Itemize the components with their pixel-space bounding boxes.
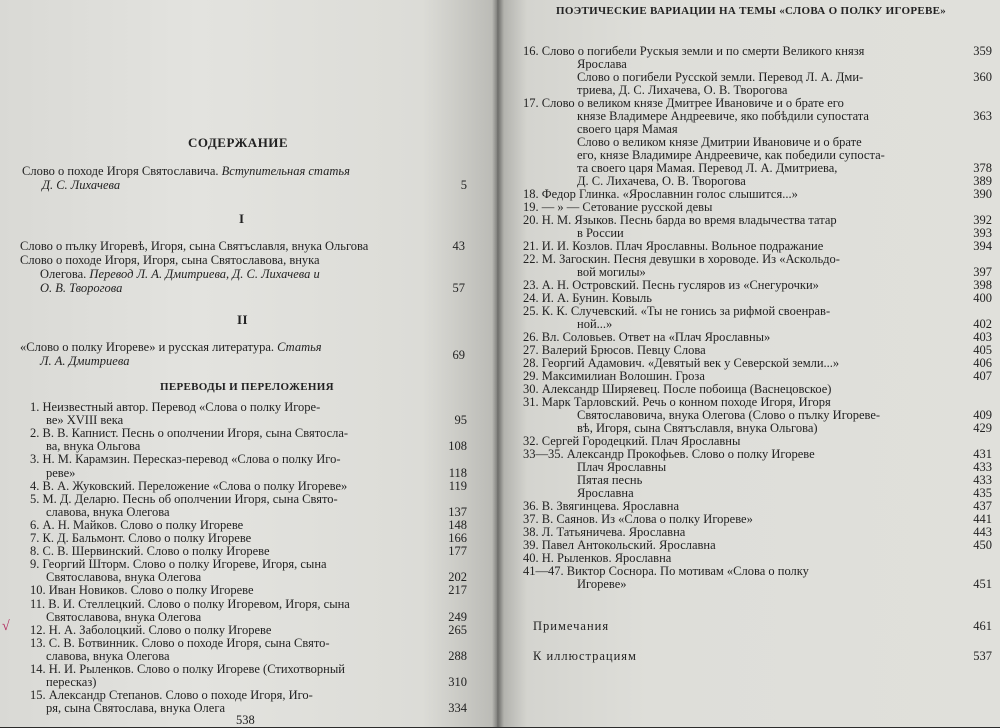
- translation-entry-line: 8. С. В. Шервинский. Слово о полку Игореве: [30, 544, 270, 559]
- variation-entry-line: 20. Н. М. Языков. Песнь барда во время владычества татар: [523, 213, 837, 227]
- translation-entry-line: ря, сына Святослава, внука Олега: [46, 701, 225, 716]
- section-1-entry-2-line-1: Слово о походе Игоря, Игоря, сына Святославова, внука: [20, 253, 320, 267]
- variation-entry-page: 451: [973, 577, 992, 591]
- translation-entry-line: 7. К. Д. Бальмонт. Слово о полку Игореве: [30, 531, 252, 545]
- variation-entry-line: его, князе Владимире Андреевиче, как победили супоста-: [577, 148, 885, 162]
- variation-entry-page: 363: [973, 109, 992, 123]
- variation-entry-line: Пятая песнь: [577, 473, 643, 487]
- poetic-variations-heading: ПОЭТИЧЕСКИЕ ВАРИАЦИИ НА ТЕМЫ «СЛОВА О ПОЛКУ ИГОРЕВЕ»: [556, 5, 947, 17]
- variation-entry-page: 400: [973, 291, 992, 305]
- illustrations-page: 537: [973, 649, 992, 663]
- variation-entry-line: Ярослава: [577, 57, 627, 71]
- variation-entry-line: своего царя Мамая: [577, 122, 678, 136]
- illustrations-label: К иллюстрациям: [533, 649, 637, 663]
- variation-entry-line: 25. К. К. Случевский. «Ты не гонись за рифмой своенрав-: [523, 304, 831, 318]
- section-1-entry-2-line-2: [40, 267, 320, 281]
- variation-entry-line: 30. Александр Ширяевец. После побоища (Васнецовское): [523, 382, 832, 396]
- translation-entry-page: 334: [448, 701, 467, 716]
- translation-entry-line: 5. М. Д. Деларю. Песнь об ополчении Игоря, сына Свято-: [30, 491, 338, 506]
- contents-heading: СОДЕРЖАНИЕ: [188, 135, 289, 150]
- variation-entry-page: 441: [973, 512, 992, 526]
- variation-entry-line: 28. Георгий Адамович. «Девятый век у Северской земли...»: [523, 356, 840, 370]
- handwritten-check-mark: √: [2, 619, 10, 634]
- variation-entry-line: в России: [577, 226, 624, 240]
- translation-entry-line: 10. Иван Новиков. Слово о полку Игореве: [30, 583, 254, 598]
- variation-entry-page: 409: [973, 408, 992, 422]
- right-page: [497, 0, 1000, 727]
- variation-entry-line: 19. — » — Сетование русской девы: [523, 200, 713, 214]
- translation-entry-page: 310: [448, 675, 467, 690]
- variation-entry-page: 429: [973, 421, 992, 435]
- section-2-title: II: [237, 312, 249, 327]
- variation-entry-page: 392: [973, 213, 992, 227]
- variation-entry-line: Плач Ярославны: [577, 460, 667, 474]
- book-gutter: [492, 0, 504, 727]
- translation-entry-page: 137: [448, 504, 467, 519]
- notes-label: Примечания: [533, 619, 610, 633]
- variation-entry-page: 360: [973, 70, 992, 84]
- translation-entry-line: 14. Н. И. Рыленков. Слово о полку Игореве (Стихотворный: [30, 662, 345, 676]
- translation-entry-page: 119: [448, 478, 467, 493]
- variation-entry-line: вѣ, Игоря, сына Святъславля, внука Ольгова): [577, 421, 818, 435]
- variation-entry-line: 38. Л. Татьяничева. Ярославна: [523, 525, 686, 539]
- variation-entry-page: 378: [973, 161, 992, 175]
- variation-entry-page: 406: [973, 356, 992, 370]
- variation-entry-line: 27. Валерий Брюсов. Певцу Слова: [523, 343, 706, 357]
- variation-entry-line: 40. Н. Рыленков. Ярославна: [523, 551, 672, 565]
- intro-subtitle: Вступительная статья: [218, 164, 350, 178]
- translation-entry-line: 4. В. А. Жуковский. Переложение «Слова о полку Игореве»: [30, 478, 348, 493]
- variation-entry-line: Святославовича, внука Олегова (Слово о пълку Игореве-: [577, 408, 881, 422]
- variation-entry-line: Слово о погибели Русской земли. Перевод Л. А. Дми-: [577, 70, 864, 84]
- translation-entry-line: ва, внука Ольгова: [46, 439, 141, 454]
- translation-entry-line: Святославова, внука Олегова: [46, 570, 202, 585]
- variation-entry-page: 398: [973, 278, 992, 292]
- section-1-entry-2-page: 57: [452, 281, 465, 295]
- translation-entry-line: пересказ): [46, 675, 97, 690]
- variation-entry-page: 407: [973, 369, 992, 383]
- variation-entry-line: 29. Максимилиан Волошин. Гроза: [523, 369, 705, 383]
- variation-entry-line: 23. А. Н. Островский. Песнь гусляров из «Снегурочки»: [523, 278, 819, 292]
- intro-line-1: [22, 164, 350, 178]
- section-1-entry-1-page: 43: [452, 239, 465, 253]
- translation-entry-page: 177: [448, 544, 467, 559]
- translation-entry-line: 2. В. В. Капнист. Песнь о ополчении Игоря, сына Святосла-: [30, 426, 349, 441]
- variation-entry-page: 437: [973, 499, 992, 513]
- variation-entry-line: 31. Марк Тарловский. Речь о конном походе Игоря, Игоря: [523, 395, 831, 409]
- notes-page: 461: [973, 619, 992, 633]
- translation-entry-page: 118: [448, 465, 467, 480]
- section-1-entry-1: Слово о пълку Игоревѣ, Игоря, сына Святъславля, внука Ольгова: [20, 239, 369, 253]
- translation-entry-page: 249: [448, 609, 467, 624]
- variation-entry-line: 24. И. А. Бунин. Ковыль: [523, 291, 652, 305]
- variation-entry-page: 393: [973, 226, 992, 240]
- variation-entry-line: ной...»: [577, 317, 613, 331]
- translation-entry-page: 148: [448, 517, 467, 532]
- variation-entry-line: 37. В. Саянов. Из «Слова о полку Игореве»: [523, 512, 753, 526]
- left-page: [0, 0, 497, 727]
- translation-entry-line: ве» XVIII века: [46, 413, 124, 428]
- section-1-title: I: [239, 211, 245, 226]
- variation-entry-page: 394: [973, 239, 992, 253]
- variation-entry-line: 21. И. И. Козлов. Плач Ярославны. Вольное подражание: [523, 239, 824, 253]
- translation-entry-page: 217: [448, 583, 467, 598]
- variation-entry-line: Д. С. Лихачева, О. В. Творогова: [577, 174, 746, 188]
- section-2-line-1: [20, 340, 322, 354]
- variation-entry-line: князе Владимере Андреевиче, яко побѣдили супостата: [577, 109, 869, 123]
- translation-entry-line: славова, внука Олегова: [46, 504, 170, 519]
- variation-entry-line: та своего царя Мамая. Перевод Л. А. Дмитриева,: [577, 161, 838, 175]
- variation-entry-page: 433: [973, 473, 992, 487]
- variation-entry-page: 359: [973, 44, 992, 58]
- translation-entry-line: 9. Георгий Шторм. Слово о полку Игореве, Игоря, сына: [30, 557, 327, 572]
- translation-entry-page: 95: [454, 413, 467, 428]
- variation-entry-line: 36. В. Звягинцева. Ярославна: [523, 499, 679, 513]
- translation-entry-page: 202: [448, 570, 467, 585]
- section-1-entry-2-line-3: О. В. Творогова: [40, 281, 123, 295]
- translation-entry-line: 3. Н. М. Карамзин. Пересказ-перевод «Слова о полку Иго-: [30, 452, 341, 467]
- translation-entry-page: 265: [448, 622, 467, 637]
- variation-entry-line: Ярославна: [577, 486, 634, 500]
- variation-entry-page: 450: [973, 538, 992, 552]
- intro-author: Д. С. Лихачева: [42, 178, 121, 192]
- variation-entry-line: Игореве»: [577, 577, 627, 591]
- translation-entry-line: 1. Неизвестный автор. Перевод «Слова о полку Игоре-: [30, 400, 321, 414]
- translation-entry-line: 6. А. Н. Майков. Слово о полку Игореве: [30, 517, 244, 532]
- variation-entry-line: 17. Слово о великом князе Дмитрее Ивановиче и о брате его: [523, 96, 844, 110]
- translation-entry-line: 11. В. И. Стеллецкий. Слово о полку Игоревом, Игоря, сына: [30, 596, 350, 611]
- translation-entry-line: Святославова, внука Олегова: [46, 609, 202, 624]
- variation-entry-page: 397: [973, 265, 992, 279]
- variation-entry-line: 39. Павел Антокольский. Ярославна: [523, 538, 716, 552]
- translation-entry-page: 288: [448, 648, 467, 663]
- variation-entry-line: триева, Д. С. Лихачева, О. В. Творогова: [577, 83, 788, 97]
- translation-entry-line: 15. Александр Степанов. Слово о походе Игоря, Иго-: [30, 688, 313, 703]
- variation-entry-page: 443: [973, 525, 992, 539]
- translation-entry-line: 12. Н. А. Заболоцкий. Слово о полку Игореве: [30, 622, 272, 637]
- section-2-article: Статья: [274, 340, 322, 354]
- section-2-page: 69: [452, 348, 465, 362]
- variation-entry-page: 405: [973, 343, 992, 357]
- variation-entry-page: 389: [973, 174, 992, 188]
- variation-entry-line: 18. Федор Глинка. «Ярославнин голос слышится...»: [523, 187, 798, 201]
- page-number: 538: [236, 713, 255, 727]
- variation-entry-line: 41—47. Виктор Соснора. По мотивам «Слова о полку: [523, 564, 809, 578]
- variation-entry-page: 402: [973, 317, 992, 331]
- translation-entry-line: 13. С. В. Ботвинник. Слово о походе Игоря, сына Свято-: [30, 635, 330, 650]
- variation-entry-page: 403: [973, 330, 992, 344]
- variation-entry-line: 22. М. Загоскин. Песня девушки в хороводе. Из «Аскольдо-: [523, 252, 840, 266]
- variation-entry-page: 431: [973, 447, 992, 461]
- intro-page: 5: [460, 178, 467, 192]
- variation-entry-page: 390: [973, 187, 992, 201]
- variation-entry-line: 16. Слово о погибели Рускыя земли и по смерти Великого князя: [523, 44, 865, 58]
- section-1-entry-2-translators: Перевод Л. А. Дмитриева, Д. С. Лихачева и: [86, 267, 320, 281]
- variation-entry-line: 26. Вл. Соловьев. Ответ на «Плач Ярославны»: [523, 330, 771, 344]
- section-2-text: «Слово о полку Игореве» и русская литература.: [20, 340, 275, 354]
- translations-heading: ПЕРЕВОДЫ И ПЕРЕЛОЖЕНИЯ: [160, 381, 334, 393]
- variation-entry-page: 433: [973, 460, 992, 474]
- translation-entry-line: реве»: [46, 465, 76, 480]
- intro-title: Слово о походе Игоря Святославича.: [22, 164, 219, 178]
- variation-entry-line: 33—35. Александр Прокофьев. Слово о полку Игореве: [523, 447, 815, 461]
- variation-entry-line: 32. Сергей Городецкий. Плач Ярославны: [523, 434, 741, 448]
- variation-entry-page: 435: [973, 486, 992, 500]
- variation-entry-line: Слово о великом князе Дмитрии Ивановиче и о брате: [577, 135, 862, 149]
- translation-entry-line: славова, внука Олегова: [46, 648, 170, 663]
- section-1-entry-2-text: Олегова.: [40, 267, 87, 281]
- translation-entry-page: 108: [448, 439, 467, 454]
- translation-entry-page: 166: [448, 531, 467, 545]
- section-2-author: Л. А. Дмитриева: [40, 354, 130, 368]
- variation-entry-line: вой могилы»: [577, 265, 646, 279]
